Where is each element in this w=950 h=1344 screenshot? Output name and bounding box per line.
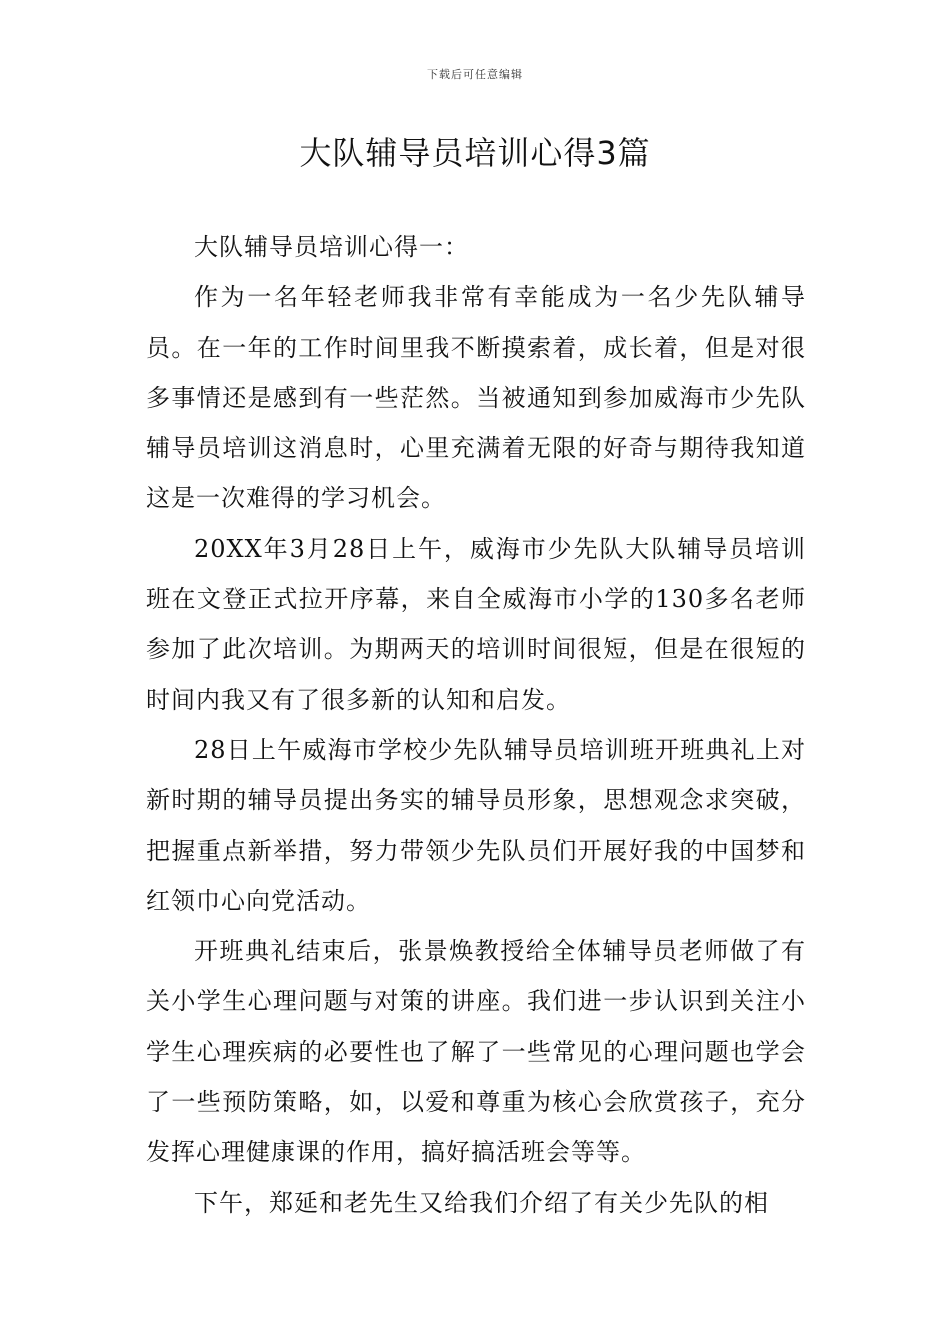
header-note: 下载后可任意编辑 (427, 68, 523, 81)
paragraph-4: 28日上午威海市学校少先队辅导员培训班开班典礼上对新时期的辅导员提出务实的辅导员形象，思想观念求突破，把握重点新举措，努力带领少先队员们开展好我的中国梦和红领巾心向党活动。 (146, 735, 806, 915)
paragraph-2: 作为一名年轻老师我非常有幸能成为一名少先队辅导员。在一年的工作时间里我不断摸索着，成长着，但是对很多事情还是感到有一些茫然。当被通知到参加威海市少先队辅导员培训这消息时，心里充满着无限的好奇与期待我知道这是一次难得的学习机会。 (146, 283, 806, 513)
paragraph-5: 开班典礼结束后，张景焕教授给全体辅导员老师做了有关小学生心理问题与对策的讲座。我们进一步认识到关注小学生心理疾病的必要性也了解了一些常见的心理问题也学会了一些预防策略，如，以爱和尊重为核心会欣赏孩子，充分发挥心理健康课的作用，搞好搞活班会等等。 (146, 937, 806, 1167)
document-body (146, 222, 806, 1228)
paragraph-3: 20XX年3月28日上午，威海市少先队大队辅导员培训班在文登正式拉开序幕，来自全威海市小学的130多名老师参加了此次培训。为期两天的培训时间很短，但是在很短的时间内我又有了很多新的认知和启发。 (146, 534, 806, 714)
document-title: 大队辅导员培训心得3篇 (299, 134, 651, 172)
paragraph-1: 大队辅导员培训心得一： (194, 233, 469, 261)
paragraph-6: 下午，郑延和老先生又给我们介绍了有关少先队的相 (194, 1188, 769, 1217)
